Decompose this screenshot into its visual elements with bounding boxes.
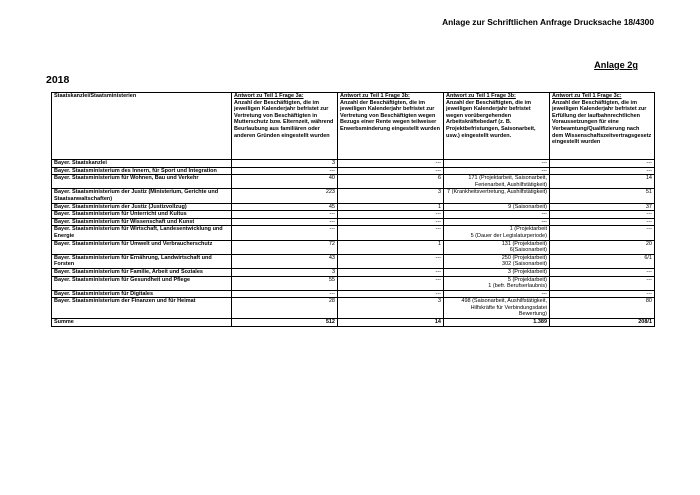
value-3c: ---	[550, 211, 655, 219]
total-3b-bedarf: 1.389	[444, 319, 550, 327]
total-label: Summe	[52, 319, 232, 327]
table-row	[52, 276, 655, 290]
table-row	[52, 211, 655, 219]
table-row	[52, 218, 655, 226]
ministry-name: Bayer. Staatsministerium für Gesundheit und Pflege	[52, 276, 232, 290]
value-3b-rente: ---	[338, 254, 444, 268]
table-row	[52, 240, 655, 254]
table-row	[52, 167, 655, 175]
value-3a: 55	[232, 276, 338, 290]
value-3a: 45	[232, 203, 338, 211]
value-3a: 40	[232, 175, 338, 189]
value-3c: ---	[550, 218, 655, 226]
table-row	[52, 298, 655, 319]
value-3c: 80	[550, 298, 655, 319]
value-3a: 43	[232, 254, 338, 268]
value-3a: ---	[232, 218, 338, 226]
value-3b-bedarf: 250 (Projektarbeit) 302 (Saisonarbeit)	[444, 254, 550, 268]
value-3b-bedarf: 3 (Projektarbeit)	[444, 268, 550, 276]
value-3b-rente: ---	[338, 226, 444, 240]
ministry-name: Bayer. Staatskanzlei	[52, 160, 232, 168]
table-row	[52, 160, 655, 168]
table-row	[52, 203, 655, 211]
value-3b-bedarf: 1 (Projektarbeit 5 (Dauer der Legislaturperiode)	[444, 226, 550, 240]
value-3a: 72	[232, 240, 338, 254]
value-3a: 223	[232, 189, 338, 203]
table-row	[52, 290, 655, 298]
value-3b-rente: 1	[338, 203, 444, 211]
column-header-3c	[550, 93, 655, 160]
column-header-3a	[232, 93, 338, 160]
value-3b-bedarf: ---	[444, 160, 550, 168]
value-3b-rente: ---	[338, 276, 444, 290]
ministry-name: Bayer. Staatsministerium für Wissenschaft und Kunst	[52, 218, 232, 226]
table-row	[52, 189, 655, 203]
value-3c: ---	[550, 290, 655, 298]
value-3b-rente: 1	[338, 240, 444, 254]
data-table	[51, 92, 655, 327]
column-header-3b-rente	[338, 93, 444, 160]
value-3c: 20	[550, 240, 655, 254]
column-header-title: Antwort zu Teil 1 Frage 3b:	[340, 93, 410, 99]
year-heading: 2018	[46, 74, 70, 86]
value-3b-bedarf: ---	[444, 218, 550, 226]
value-3a: 3	[232, 268, 338, 276]
value-3b-rente: ---	[338, 268, 444, 276]
value-3c: 6/1	[550, 254, 655, 268]
ministry-name: Bayer. Staatsministerium für Unterricht und Kultus	[52, 211, 232, 219]
value-3b-rente: 3	[338, 298, 444, 319]
value-3b-bedarf: 5 (Projektarbeit) 1 (befr. Berufserlaubnis)	[444, 276, 550, 290]
ministry-name: Bayer. Staatsministerium der Justiz (Justizvollzug)	[52, 203, 232, 211]
value-3c: ---	[550, 167, 655, 175]
value-3b-bedarf: 498 (Saisonarbeit, Aushilfstätigkeit, Hilfskräfte für Verbindungsdatei Bewertung)	[444, 298, 550, 319]
value-3b-bedarf: 171 (Projektarbeit, Saisonarbeit, Ferienarbeit, Aushilfstätigkeit)	[444, 175, 550, 189]
ministry-name: Bayer. Staatsministerium der Finanzen und für Heimat	[52, 298, 232, 319]
total-3a: 512	[232, 319, 338, 327]
value-3a: 28	[232, 298, 338, 319]
value-3a: 3	[232, 160, 338, 168]
value-3b-rente: 6	[338, 175, 444, 189]
value-3b-rente: 3	[338, 189, 444, 203]
value-3a: ---	[232, 211, 338, 219]
ministry-name: Bayer. Staatsministerium für Familie, Arbeit und Soziales	[52, 268, 232, 276]
value-3a: ---	[232, 226, 338, 240]
ministry-name: Bayer. Staatsministerium für Ernährung, Landwirtschaft und Forsten	[52, 254, 232, 268]
table-row	[52, 226, 655, 240]
value-3c: ---	[550, 160, 655, 168]
column-header-body: Anzahl der Beschäftigten, die im jeweiligen Kalenderjahr befristet wegen vorübergehenden Arbeitskräftebedarf (z. B. Projektbefristungen, Saisonarbeit, usw.) eingestellt wurden.	[446, 99, 536, 139]
column-header-title: Antwort zu Teil 1 Frage 3b:	[446, 93, 516, 99]
ministry-name: Bayer. Staatsministerium des Innern, für Sport und Integration	[52, 167, 232, 175]
value-3b-bedarf: 131 (Projektarbeit) 6(Saisonarbeit)	[444, 240, 550, 254]
value-3b-bedarf: 9 (Saisonarbeit)	[444, 203, 550, 211]
table-row	[52, 268, 655, 276]
value-3b-rente: ---	[338, 160, 444, 168]
value-3a: ---	[232, 290, 338, 298]
column-header-title: Antwort zu Teil 1 Frage 3a:	[234, 93, 304, 99]
table-row	[52, 254, 655, 268]
value-3b-rente: ---	[338, 290, 444, 298]
value-3b-bedarf: 7 (Krankheitsvertretung, Aushilfstätigkeit)	[444, 189, 550, 203]
ministry-name: Bayer. Staatsministerium für Wohnen, Bau und Verkehr	[52, 175, 232, 189]
ministry-name: Bayer. Staatsministerium für Wirtschaft, Landesentwicklung und Energie	[52, 226, 232, 240]
value-3b-rente: ---	[338, 167, 444, 175]
value-3c: ---	[550, 226, 655, 240]
value-3c: 37	[550, 203, 655, 211]
column-header-body: Anzahl der Beschäftigten, die im jeweiligen Kalenderjahr befristet zur Vertretung von Beschäftigten in Mutterschutz bzw. Elternzeit, während Beurlaubung aus familiären oder anderen Gründen eingestellt wurden	[234, 99, 334, 139]
annex-label: Anlage 2g	[594, 60, 638, 70]
value-3b-rente: ---	[338, 211, 444, 219]
ministry-name: Bayer. Staatsministerium der Justiz (Ministerium, Gerichte und Staatsanwaltschaften)	[52, 189, 232, 203]
document-reference: Anlage zur Schriftlichen Anfrage Drucksache 18/4300	[442, 17, 654, 27]
table-row	[52, 175, 655, 189]
column-header-body: Anzahl der Beschäftigten, die im jeweiligen Kalenderjahr befristet zur Erfüllung der laufbahnrechtlichen Voraussetzungen für eine Verbeamtung/Qualifizierung nach dem Wissenschaftszeitvertragsgesetz eingestellt wurden	[552, 99, 652, 146]
value-3b-bedarf: ---	[444, 211, 550, 219]
column-header-ministry: Staatskanzlei/Staatsministerien	[52, 93, 232, 160]
total-3b-rente: 14	[338, 319, 444, 327]
value-3c: ---	[550, 268, 655, 276]
value-3c: 14	[550, 175, 655, 189]
ministry-name: Bayer. Staatsministerium für Digitales	[52, 290, 232, 298]
value-3b-bedarf: ---	[444, 290, 550, 298]
table-header-row	[52, 93, 655, 160]
total-row	[52, 319, 655, 327]
value-3b-rente: ---	[338, 218, 444, 226]
value-3c: ---	[550, 276, 655, 290]
value-3c: 51	[550, 189, 655, 203]
total-3c: 208/1	[550, 319, 655, 327]
ministry-name: Bayer. Staatsministerium für Umwelt und Verbraucherschutz	[52, 240, 232, 254]
column-header-title: Antwort zu Teil 1 Frage 3c:	[552, 93, 622, 99]
value-3a: ---	[232, 167, 338, 175]
column-header-3b-bedarf	[444, 93, 550, 160]
value-3b-bedarf: ---	[444, 167, 550, 175]
column-header-body: Anzahl der Beschäftigten, die im jeweiligen Kalenderjahr befristet zur Vertretung von Beschäftigten wegen Bezugs einer Rente wegen teilweiser Erwerbsminderung eingestellt wurden	[340, 99, 440, 132]
